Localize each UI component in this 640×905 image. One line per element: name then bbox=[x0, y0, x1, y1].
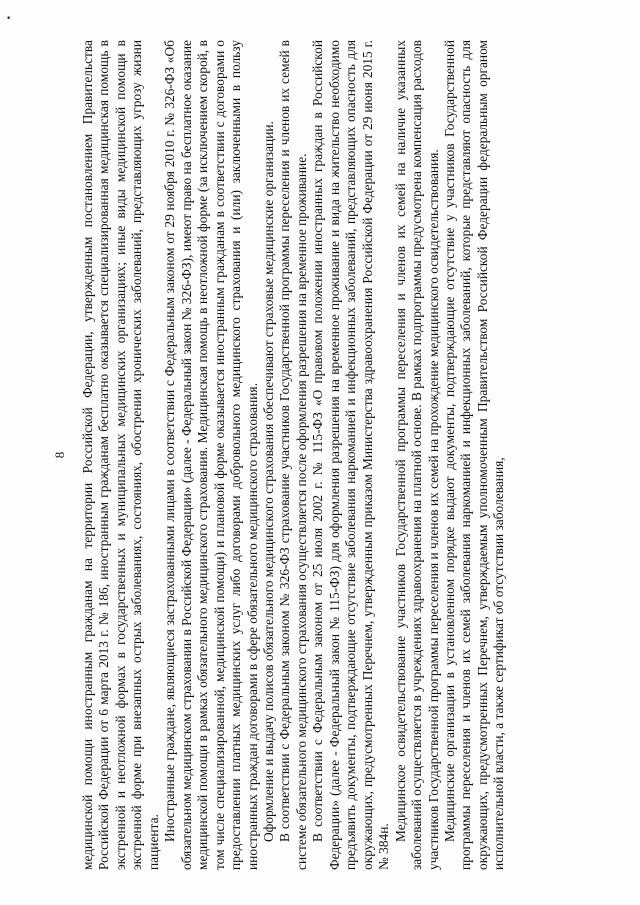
body-text bbox=[80, 40, 508, 870]
paragraph: медицинской помощи иностранным гражданам на территории Российской Федерации, утвержденным постановлением Правительства Российской Федерации от 6 марта 2013 г. № 186, иностранным гражданам бесплатно оказывается специализированная медицинская помощь в экстренной и неотложной формах в государственных и муниципальных медицинских организациях; иные виды медицинской помощи в экстренной форме при внезапных острых заболеваниях, состояниях, обострении хронических заболеваний, представляющих угрозу жизни пациента. bbox=[80, 40, 161, 870]
page-number: 8 bbox=[52, 451, 67, 459]
paragraph: В соответствии с Федеральным законом от 25 июля 2002 г. № 115-ФЗ «О правовом положении иностранных граждан в Российской Федерации» (далее - Федеральный закон № 115-ФЗ) для оформления разрешения на временное проживание и вида на жительство необходимо предъявить документы, подтверждающие отсутствие заболевания наркоманией и инфекционных заболеваний, представляющих опасность для окружающих, предусмотренных Перечнем, утвержденным приказом Министерства здравоохранения Российской Федерации от 29 июня 2015 г. № 384н. bbox=[310, 40, 392, 870]
paragraph: В соответствии с Федеральным законом № 326-ФЗ страхование участников Государственной программы переселения и членов их семей в системе обязательного медицинского страхования осуществляется после оформления разрешения на временное проживание. bbox=[277, 40, 309, 870]
paragraph: Оформление и выдачу полисов обязательного медицинского страхования обеспечивают страховые медицинские организации. bbox=[260, 121, 276, 842]
rotated-content bbox=[52, 30, 612, 880]
paragraph: Медицинские организации в установленном порядке выдают документы, подтверждающие отсутствие у участников Государственной программы переселения и членов их семей заболевания наркоманией и инфекционных заболеваний, которые представляют опасность для окружающих, предусмотренных Перечнем, утверждаемым уполномоченным Правительством Российской Федерации федеральным органом исполнительной власти, а также сертификат об отсутствии заболевания, bbox=[441, 40, 507, 870]
paragraph: Иностранные граждане, являющиеся застрахованными лицами в соответствии с Федеральным законом от 29 ноября 2010 г. № 326-ФЗ «Об обязательном медицинском страховании в Российской Федерации» (далее - Федеральный закон № 326-ФЗ), имеют право на бесплатное оказание медицинской помощи в рамках обязательного медицинского страхования. Медицинская помощь в неотложной форме (за исключением скорой, в том числе специализированной, медицинской помощи) и плановой форме оказывается иностранным гражданам в соответствии с договорами о предоставлении платных медицинских услуг либо договорами добровольного медицинского страхования и (или) заключенными в пользу иностранных граждан договорами в сфере обязательного медицинского страхования. bbox=[162, 40, 260, 870]
paragraph: Медицинское освидетельствование участников Государственной программы переселения и членов их семей на наличие указанных заболеваний осуществляется в учреждениях здравоохранения на платной основе. В рамках подпрограммы предусмотрена компенсация расходов участников Государственной программы переселения и членов их семей на прохождение медицинского освидетельствования. bbox=[392, 40, 441, 870]
scan-speck: • bbox=[6, 14, 12, 24]
